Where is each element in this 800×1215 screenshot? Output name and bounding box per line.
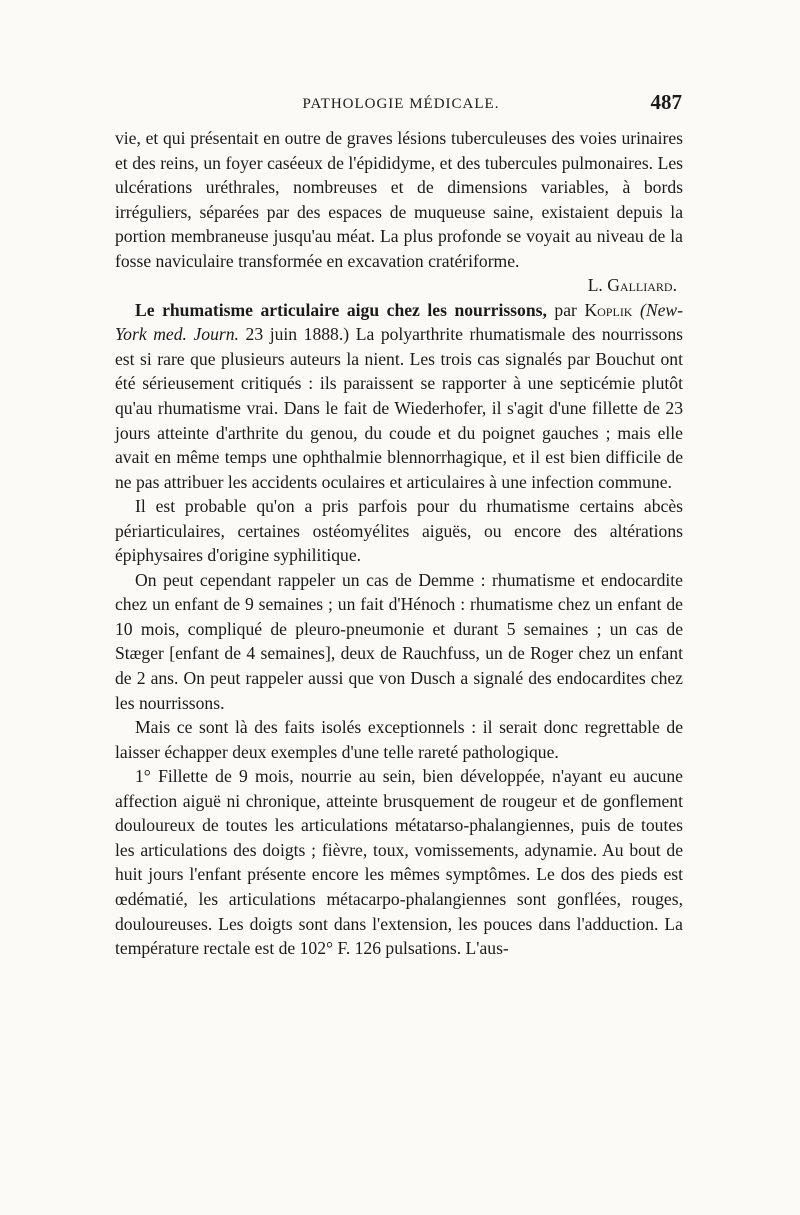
article2-para3: On peut cependant rappeler un cas de Demme : rhumatisme et endocardite chez un enfant de 9 semaines ; un fait d'Hénoch : rhumatisme chez un enfant de 10 mois, compliqué de pleuro-pneumonie et durant 5 semaines ; un cas de Stæger [enfant de 4 semaines], deux de Rauchfuss, un de Roger chez un enfant de 2 ans. On peut rappeler aussi que von Dusch a signalé des endocardites chez les nourrissons. (115, 569, 683, 713)
article2-para5: 1° Fillette de 9 mois, nourrie au sein, bien développée, n'ayant eu aucune affection aiguë ni chronique, atteinte brusquement de rougeur et de gonflement douloureux de toutes les articulations métatarso-phalangiennes, puis de toutes les articulations des doigts ; fièvre, toux, vomissements, adynamie. Au bout de huit jours l'enfant présente encore les mêmes symptômes. Le dos des pieds est œdématié, les articulations métacarpo-phalangiennes sont gonflées, rouges, douloureuses. Les doigts sont dans l'extension, les pouces dans l'adduction. La température rectale est de 102° F. 126 pulsations. L'aus- (115, 766, 683, 959)
article1-text: vie, et qui présentait en outre de graves lésions tuberculeuses des voies urinaires et des reins, un foyer caséeux de l'épididyme, et des tubercules pulmonaires. Les ulcérations uréthrales, nombreuses et de dimensions variables, à bords irréguliers, séparées par des espaces de muqueuse saine, existaient depuis la portion membraneuse jusqu'au méat. La plus profonde se voyait au niveau de la fosse naviculaire transformée en excavation cratériforme. (115, 128, 683, 271)
article2-para1 (115, 298, 683, 494)
article2-para4: Mais ce sont là des faits isolés exceptionnels : il serait donc regrettable de laisser échapper deux exemples d'une telle rareté pathologique. (115, 717, 683, 762)
by-word: par (554, 299, 577, 320)
body-text (115, 126, 683, 961)
article2-para2: Il est probable qu'on a pris parfois pour du rhumatisme certains abcès périarticulaires, certaines ostéomyélites aiguës, ou encore des altérations épiphysaires d'origine syphilitique. (115, 496, 683, 566)
signature-name: L. Galliard. (587, 275, 677, 296)
author-signature (115, 273, 683, 298)
para1-text: La polyarthrite rhumatismale des nourrissons est si rare que plusieurs auteurs la nient. Les trois cas signalés par Bouchut ont été sérieusement critiqués : ils paraissent se rapporter à une septicémie plutôt qu'au rhumatisme vrai. Dans le fait de Wiederhofer, il s'agit d'une fillette de 23 jours atteinte d'arthrite du genou, du coude et du poignet gauches ; mais elle avait en même temps une ophthalmie blennorrhagique, et il est bien difficile de ne pas attribuer les accidents oculaires et articulaires à une infection commune. (115, 324, 683, 492)
page-header (120, 88, 682, 118)
journal-name: (New-York med. Journ. (115, 299, 684, 345)
page-number: 487 (650, 90, 682, 114)
publication-date: 23 juin 1888.) (245, 324, 350, 345)
article-title: Le rhumatisme articulaire aigu chez les nourrissons, (135, 299, 547, 320)
running-title: PATHOLOGIE MÉDICALE. (302, 96, 500, 112)
article-author: Koplik (584, 299, 633, 320)
